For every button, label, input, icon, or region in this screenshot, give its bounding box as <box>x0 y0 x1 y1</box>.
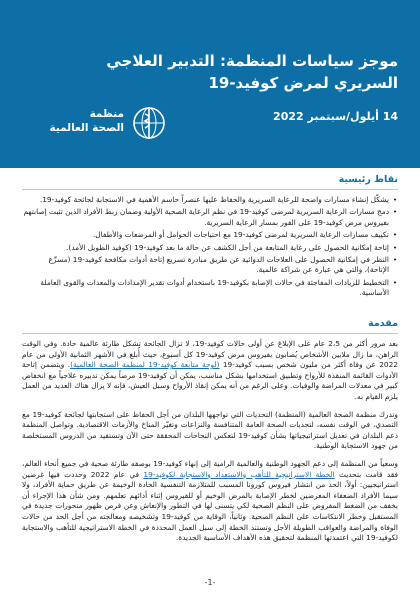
key-points-heading: نقاط رئيسية <box>338 174 398 185</box>
bullet-icon: • <box>392 255 398 265</box>
strategic-plan-link[interactable]: الخطة الاستراتيجية للتأهب والاستعداد والاستجابة لكوفيد-19 <box>143 469 335 479</box>
publication-date: 14 أيلول/سبتمبر 2022 <box>273 110 398 123</box>
bullet-icon: • <box>392 242 398 252</box>
intro-paragraph-2: وتدرك منظمة الصحة العالمية (المنظمة) التحديات التي تواجهها البلدان من أجل الحفاظ على استجابتها لجائحة كوفيد-19 مع التصدي، في الوقت نفسه، لتحديات الصحة العامة المتنافسة والنزاعات وتغيّر المناخ والأزمات الاقتصادية. وتواصل المنظمة دعم البلدان في تعديل استراتيجياتها بشأن كوفيد-19 لتعكس النجاحات المحققة حتى الآن وتستفيد من الدروس المستخلصة من جهود الاستجابة الوطنية. <box>22 409 398 451</box>
bullet-icon: • <box>392 195 398 204</box>
document-title: موجز سياسات المنظمة: التدبير العلاجي السريري لمرض كوفيد-19 <box>106 52 398 92</box>
key-points-list <box>22 195 398 299</box>
key-point-item: • تكييف مسارات الرعاية السريرية لمرضى كوفيد-19 مع احتياجات الحوامل أو المرضعات والأطفال. <box>92 230 398 240</box>
key-point-item: • إتاحة إمكانية الحصول على رعاية المتابعة من أجل الكشف عن حالة ما بعد كوفيد-19 (كوفيد الطويل الأمد). <box>66 242 398 252</box>
divider <box>22 333 398 334</box>
divider <box>22 189 398 190</box>
key-point-item: • يشكّل إنشاء مسارات واضحة للرعاية السريرية والحفاظ عليها عنصراً حاسم الأهمية في الاستجابة لجائحة كوفيد-19. <box>39 195 398 204</box>
introduction-heading: مقدمة <box>368 318 398 329</box>
key-point-item: • النظر في إمكانية الحصول على العلاجات الدوائية عن طريق مبادرة تسريع إتاحة أدوات مكافحة كوفيد-19 (مسرِّع الإتاحة)، والتي هي عبارة عن شراكة عالمية. <box>48 255 398 275</box>
who-emblem-icon <box>130 104 168 142</box>
intro-paragraph-3: وسعياً من المنظمة إلى دعم الجهود الوطنية والعالمية الرامية إلى إنهاء كوفيد-19 بوصفه طارئة صحية في جميع أنحاء العالم، فقد قامت بتحديث الخطة الاستراتيجية للتأهب والاستعداد والاستجابة لكوفيد-19 في عام 2022 وحددت فيها غرضين استراتيجيين: أولاً، الحد من انتشار فيروس كورونا المسبب للمتلازمة التنفسية الحادة الوخيمة عن طريق حماية الأفراد، ولا سيما الأفراد الضعفاء المعرضين لخطر الإصابة بالمرض الوخيم أو للفيروس إثناء أدائهم تعلمهم. ومن شأن هذا الإجراء أن يخفف من الضغط المفروض على النظم الصحية لكي يتسنى لها في التطور والإنعاش وعن فرص ظهور متحورات جديدة في المستقبل وخطر الانتكاسات على النظم الصحية. وثانياً، الوقاية من كوفيد-19 وتشخيصه ومعالجته من أجل الحد من حالات الوفاة والمراضة والعواقب الطويلة الأجل وتستند الخطة إلى سبل العمل المحددة في الخطة الاستراتيجية للتأهب والاستجابة لكوفيد-19 التي اعتمدتها المنظمة لتحقيق هذه الأهداف الأساسية الجديدة. <box>22 458 399 543</box>
who-logo <box>18 104 168 146</box>
logo-text-line1: منظمة <box>89 108 124 120</box>
key-point-item: • التخطيط للزيادات المفاجئة في حالات الإصابة بكوفيد-19 باستخدام أدوات تقدير الإمدادات والمعدات والقوى العاملة الأساسية. <box>40 277 398 298</box>
dashboard-link[interactable]: (لوحة متابعة كوفيد-19 لمنظمة الصحة العالمية) <box>70 360 220 370</box>
bullet-icon: • <box>392 207 398 217</box>
intro-paragraph-1: بعد مرور أكثر من 2،5 عام على الإبلاغ عن أولى حالات كوفيد-19، لا تزال الجائحة تشكل طارئة عالمية حادة. وفي الوقت الراهن، ما زال ملايين الأشخاص يُصابون بفيروس مرض كوفيد-19 كل أسبوع، حيث أُبلغ في الأشهر الثمانية الأولى من عام 2022 عن وفاة أكثر من مليون شخص بسبب كوفيد-19 (لوحة متابعة كوفيد-19 لمنظمة الصحة العالمية). ويتضمن إتاحة الأدوات القائمة المنقذة للأرواح وتطبيق استخدامها بشكل مناسب، يمكن أن كوفيد-19 مرضاً يمكن تدبيره علاجياً مع انخفاض كبير في معدلات المراضة والوفيات. وعلى الرغم من أنه يمكن إنقاذ الأرواح وسبل العيش، فإنه لا يزال هناك العديد من العمل يلزم القيام به. <box>22 339 399 401</box>
header-banner <box>0 0 420 168</box>
introduction-section <box>22 318 398 551</box>
key-points-section <box>22 174 398 301</box>
key-point-item: • دمج مسارات الرعاية السريرية لمرضى كوفيد-19 في نظم الرعاية الصحية الأولية وضمان ربط الأفراد الذين تثبت إصابتهم بفيروس مرض كوفيد-19 على الفور بمسار الرعاية السريرية. <box>23 207 398 227</box>
bullet-icon: • <box>392 230 398 240</box>
page-number: -1- <box>204 578 216 587</box>
bullet-icon: • <box>392 277 398 287</box>
logo-text-line2: الصحة العالمية <box>49 122 124 134</box>
